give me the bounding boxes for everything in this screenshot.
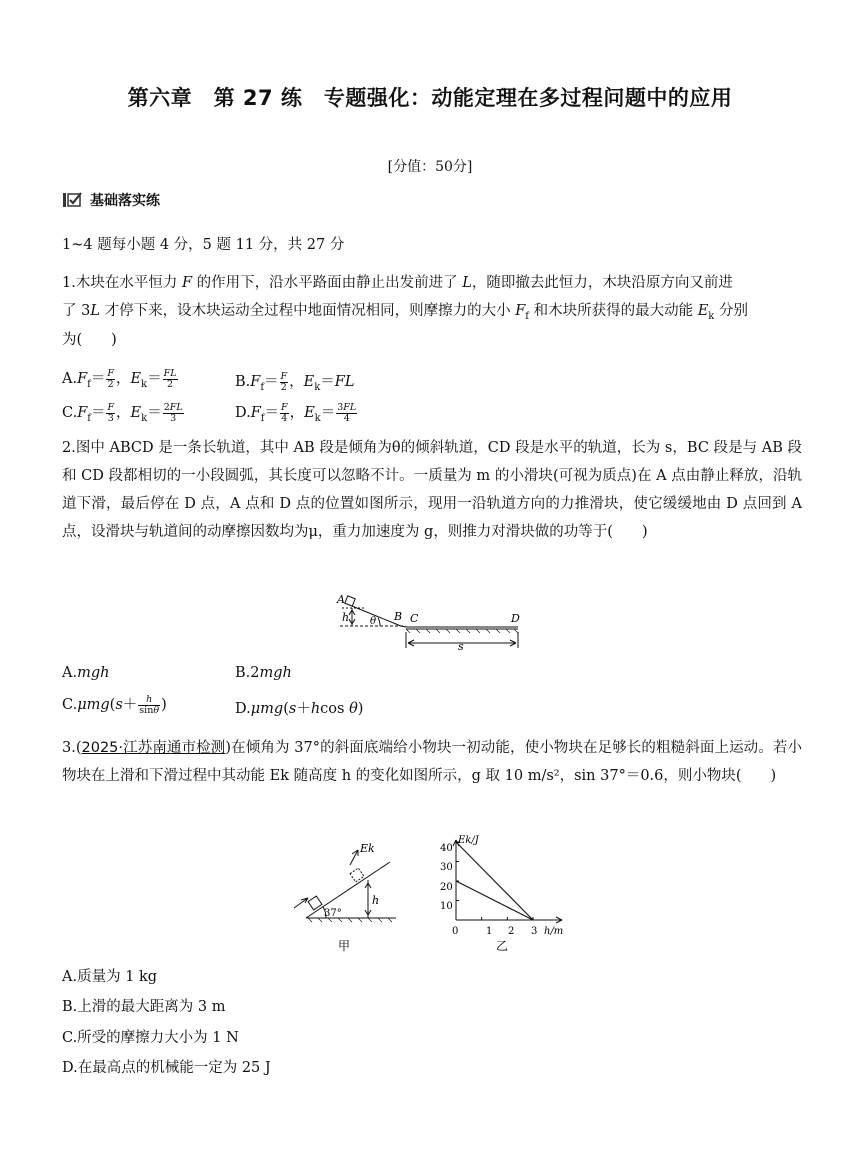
y-axis-label: Ek/J bbox=[458, 835, 479, 846]
series-line-1 bbox=[456, 842, 533, 920]
label-s: s bbox=[458, 640, 464, 653]
q3-ek-h-chart bbox=[428, 834, 580, 956]
label-theta: θ bbox=[370, 616, 377, 627]
label-c: C bbox=[410, 612, 419, 625]
q3-source-link[interactable]: 2025·江苏南通市检测 bbox=[81, 740, 226, 756]
fig-left-label-angle: 37° bbox=[324, 908, 342, 919]
q3-prefix: 3.( bbox=[62, 740, 82, 756]
x-tick-2: 2 bbox=[508, 926, 515, 937]
q2-option-d[interactable]: D.μmg(s＋hcos θ) bbox=[235, 701, 364, 717]
q2-stem: 2.图中 ABCD 是一条长轨道，其中 AB 段是倾角为θ的倾斜轨道，CD 段是水平的轨道，长为 s，BC 段是与 AB 段和 CD 段都相切的一小段圆弧，其长度可以忽略不计。一质量为 m 的小滑块(可视为质点)在 A 点由静止释放，沿轨道下滑，最后停在 D 点，A 点和 D 点的位置如图所示，现用一沿轨道方向的力推滑块，使它缓缓地由 D 点回到 A 点，设滑块与轨道间的动摩擦因数均为μ，重力加速度为 g，则推力对滑块做的功等于( ) bbox=[62, 440, 802, 540]
q3-stem-text: )在倾角为 37°的斜面底端给小物块一初动能，使小物块在足够长的粗糙斜面上运动。若小物块在上滑和下滑过程中其动能 Ek 随高度 h 的变化如图所示，g 取 10 m/s²，sin 37°＝0.6，则小物块( ) bbox=[62, 740, 803, 784]
q3-stem bbox=[62, 734, 802, 790]
label-b: B bbox=[394, 610, 403, 623]
section-label: 基础落实练 bbox=[90, 193, 160, 209]
q1-option-b[interactable]: $B.F_f=$ $\frac{F}{2}$ ，$E_k=FL$ bbox=[235, 370, 355, 393]
q1-option-c[interactable]: $C.F_f=$ $\frac{F}{3}$ ，$E_k=$ $\frac{2FL}{3}$ bbox=[62, 401, 183, 424]
q3-option-d[interactable]: D.在最高点的机械能一定为 25 J bbox=[62, 1060, 271, 1076]
q2-track-figure bbox=[330, 588, 530, 654]
q1-option-d[interactable]: $D.F_f=$ $\frac{F}{4}$ ，$E_k=$ $\frac{3FL}{4}$ bbox=[235, 401, 357, 424]
q3-option-c[interactable]: C.所受的摩擦力大小为 1 N bbox=[62, 1030, 239, 1046]
fig-left-label-h: h bbox=[372, 894, 380, 907]
checklist-icon bbox=[62, 191, 84, 209]
q2-option-c[interactable]: C.μmg(s＋ $\frac{h}{\sin\theta}$ ) bbox=[62, 693, 167, 716]
label-a: A bbox=[337, 593, 345, 606]
y-tick-40: 40 bbox=[440, 843, 453, 854]
section-header bbox=[62, 190, 160, 210]
q2-option-a[interactable]: A.mgh bbox=[62, 665, 110, 681]
x-axis-label: h/m bbox=[544, 926, 564, 937]
q3-option-a[interactable]: A.质量为 1 kg bbox=[62, 969, 158, 985]
series-line-2 bbox=[456, 881, 533, 920]
page-title: 第六章 第 27 练 专题强化：动能定理在多过程问题中的应用 bbox=[127, 86, 733, 110]
q1-stem-line3: 为( ) bbox=[62, 332, 117, 348]
y-tick-20: 20 bbox=[440, 882, 453, 893]
fig-left-label-ek: Ek bbox=[360, 842, 375, 855]
fig-right-caption: 乙 bbox=[496, 939, 509, 953]
y-tick-10: 10 bbox=[440, 901, 453, 912]
instructions: 1~4 题每小题 4 分，5 题 11 分，共 27 分 bbox=[62, 237, 345, 253]
x-tick-0: 0 bbox=[452, 926, 459, 937]
y-tick-30: 30 bbox=[440, 862, 453, 873]
fig-left-caption: 甲 bbox=[338, 939, 351, 953]
q3-option-b[interactable]: B.上滑的最大距离为 3 m bbox=[62, 999, 226, 1015]
q1-stem-line2: 了 3L 才停下来，设木块运动全过程中地面情况相同，则摩擦力的大小 $F_f$ 和木块所获得的最大动能 $E_k$ 分别 bbox=[62, 303, 748, 322]
q2-option-b[interactable]: B.2mgh bbox=[235, 665, 292, 681]
score-label: [分值：50分] bbox=[387, 159, 473, 175]
label-d: D bbox=[511, 612, 520, 625]
x-tick-3: 3 bbox=[531, 926, 538, 937]
x-tick-1: 1 bbox=[486, 926, 493, 937]
q1-stem-line1: 1.木块在水平恒力 F 的作用下，沿水平路面由静止出发前进了 L，随即撤去此恒力，木块沿原方向又前进 bbox=[62, 275, 733, 291]
label-h: h bbox=[342, 611, 350, 624]
q3-incline-figure bbox=[286, 838, 406, 956]
q1-option-a[interactable]: $A.F_f=$ $\frac{F}{2}$ ，$E_k=$ $\frac{FL}{2}$ bbox=[62, 367, 177, 390]
